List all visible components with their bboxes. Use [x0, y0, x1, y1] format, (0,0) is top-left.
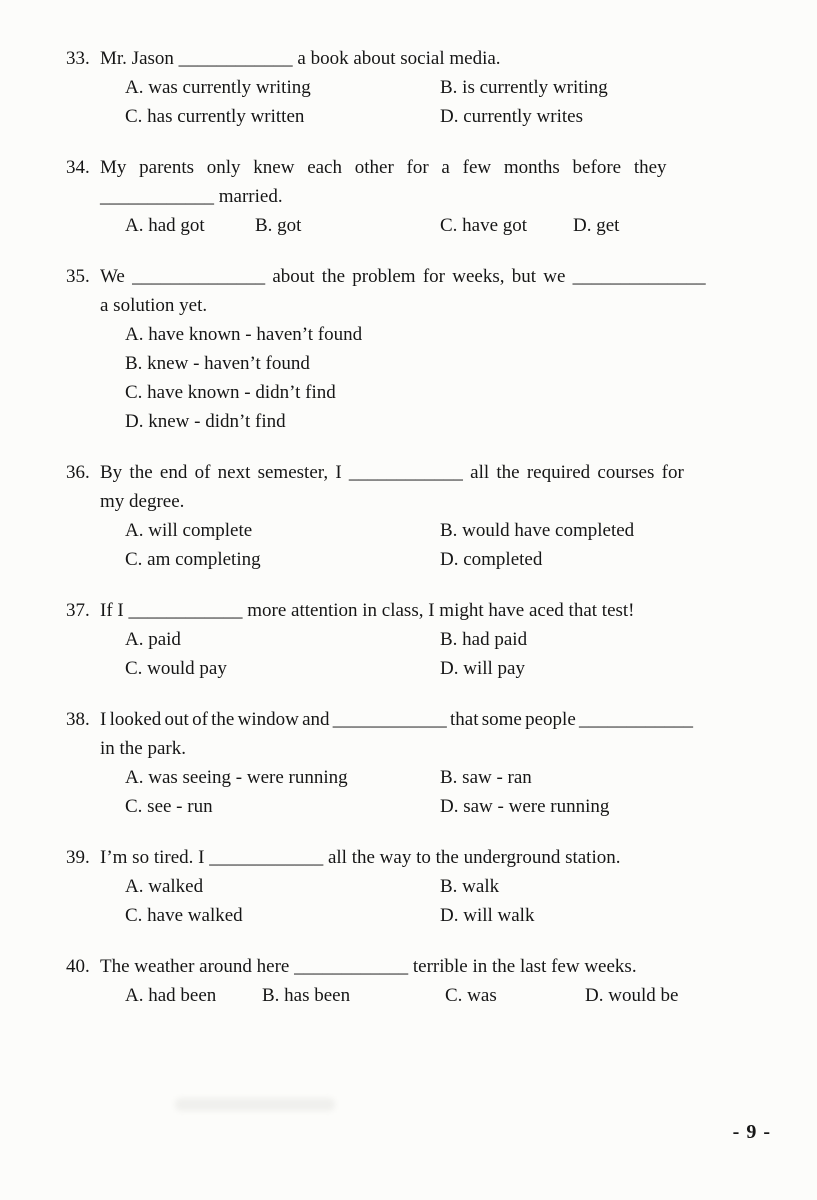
scan-artifact: [175, 1098, 335, 1111]
option-d: D. currently writes: [440, 106, 583, 127]
option-b: B. would have completed: [440, 520, 635, 541]
option-a: A. had been: [125, 985, 217, 1006]
option-c: C. has currently written: [125, 106, 305, 127]
stem-line: I looked out of the window and ____________ that some people ____________: [100, 709, 694, 730]
option-c: C. was: [445, 985, 497, 1006]
option-a: A. was seeing - were running: [125, 767, 348, 788]
question-stem: [66, 596, 767, 625]
question-stem: [66, 153, 767, 182]
stem-line: The weather around here ____________ terrible in the last few weeks.: [100, 956, 637, 977]
question-38: [66, 705, 767, 821]
option-c: C. am completing: [125, 549, 261, 570]
options-list: [125, 981, 767, 1010]
question-number: 37.: [66, 600, 90, 621]
option-b: B. has been: [262, 985, 351, 1006]
option-d: D. get: [573, 215, 620, 236]
options-list: [125, 872, 767, 930]
stem-line: I’m so tired. I ____________ all the way to the underground station.: [100, 847, 621, 868]
option-b: B. got: [255, 215, 302, 236]
question-stem: [66, 458, 767, 487]
question-number: 40.: [66, 956, 90, 977]
option-c: C. see - run: [125, 796, 213, 817]
option-b: B. is currently writing: [440, 77, 608, 98]
page-number: - 9 -: [732, 1121, 771, 1143]
options-list: [125, 320, 767, 436]
question-number: 33.: [66, 48, 90, 69]
stem-line-2: a solution yet.: [100, 295, 208, 316]
option-a: A. have known - haven’t found: [125, 324, 363, 345]
stem-line-2: in the park.: [100, 738, 187, 759]
question-39: [66, 843, 767, 930]
question-number: 36.: [66, 462, 90, 483]
question-40: [66, 952, 767, 1010]
question-33: [66, 44, 767, 131]
option-c: C. would pay: [125, 658, 227, 679]
question-stem: [66, 705, 767, 734]
question-stem: [66, 44, 767, 73]
question-stem: [66, 262, 767, 291]
options-list: [125, 211, 767, 240]
option-d: D. completed: [440, 549, 543, 570]
question-number: 39.: [66, 847, 90, 868]
options-list: [125, 73, 767, 131]
option-a: A. had got: [125, 215, 205, 236]
option-a: A. walked: [125, 876, 204, 897]
question-stem: [66, 843, 767, 872]
option-d: D. saw - were running: [440, 796, 610, 817]
option-c: C. have walked: [125, 905, 243, 926]
option-b: B. saw - ran: [440, 767, 532, 788]
stem-line-2: my degree.: [100, 491, 185, 512]
option-d: D. will walk: [440, 905, 535, 926]
options-list: [125, 625, 767, 683]
options-list: [125, 516, 767, 574]
option-b: B. had paid: [440, 629, 528, 650]
option-b: B. knew - haven’t found: [125, 353, 310, 374]
option-b: B. walk: [440, 876, 500, 897]
question-number: 38.: [66, 709, 90, 730]
stem-line: My parents only knew each other for a few months before they: [100, 157, 667, 178]
question-36: [66, 458, 767, 574]
stem-line: If I ____________ more attention in class, I might have aced that test!: [100, 600, 635, 621]
option-c: C. have got: [440, 215, 528, 236]
question-number: 35.: [66, 266, 90, 287]
option-c: C. have known - didn’t find: [125, 382, 336, 403]
stem-line: Mr. Jason ____________ a book about social media.: [100, 48, 501, 69]
options-list: [125, 763, 767, 821]
question-37: [66, 596, 767, 683]
stem-line-2: ____________ married.: [100, 186, 283, 207]
question-35: [66, 262, 767, 436]
question-34: [66, 153, 767, 240]
question-number: 34.: [66, 157, 90, 178]
option-a: A. was currently writing: [125, 77, 311, 98]
stem-line: By the end of next semester, I ____________ all the required courses for: [100, 462, 684, 483]
option-d: D. knew - didn’t find: [125, 411, 286, 432]
option-d: D. will pay: [440, 658, 525, 679]
option-d: D. would be: [585, 985, 679, 1006]
option-a: A. paid: [125, 629, 181, 650]
option-a: A. will complete: [125, 520, 253, 541]
question-stem: [66, 952, 767, 981]
stem-line: We ______________ about the problem for weeks, but we ______________: [100, 266, 706, 287]
